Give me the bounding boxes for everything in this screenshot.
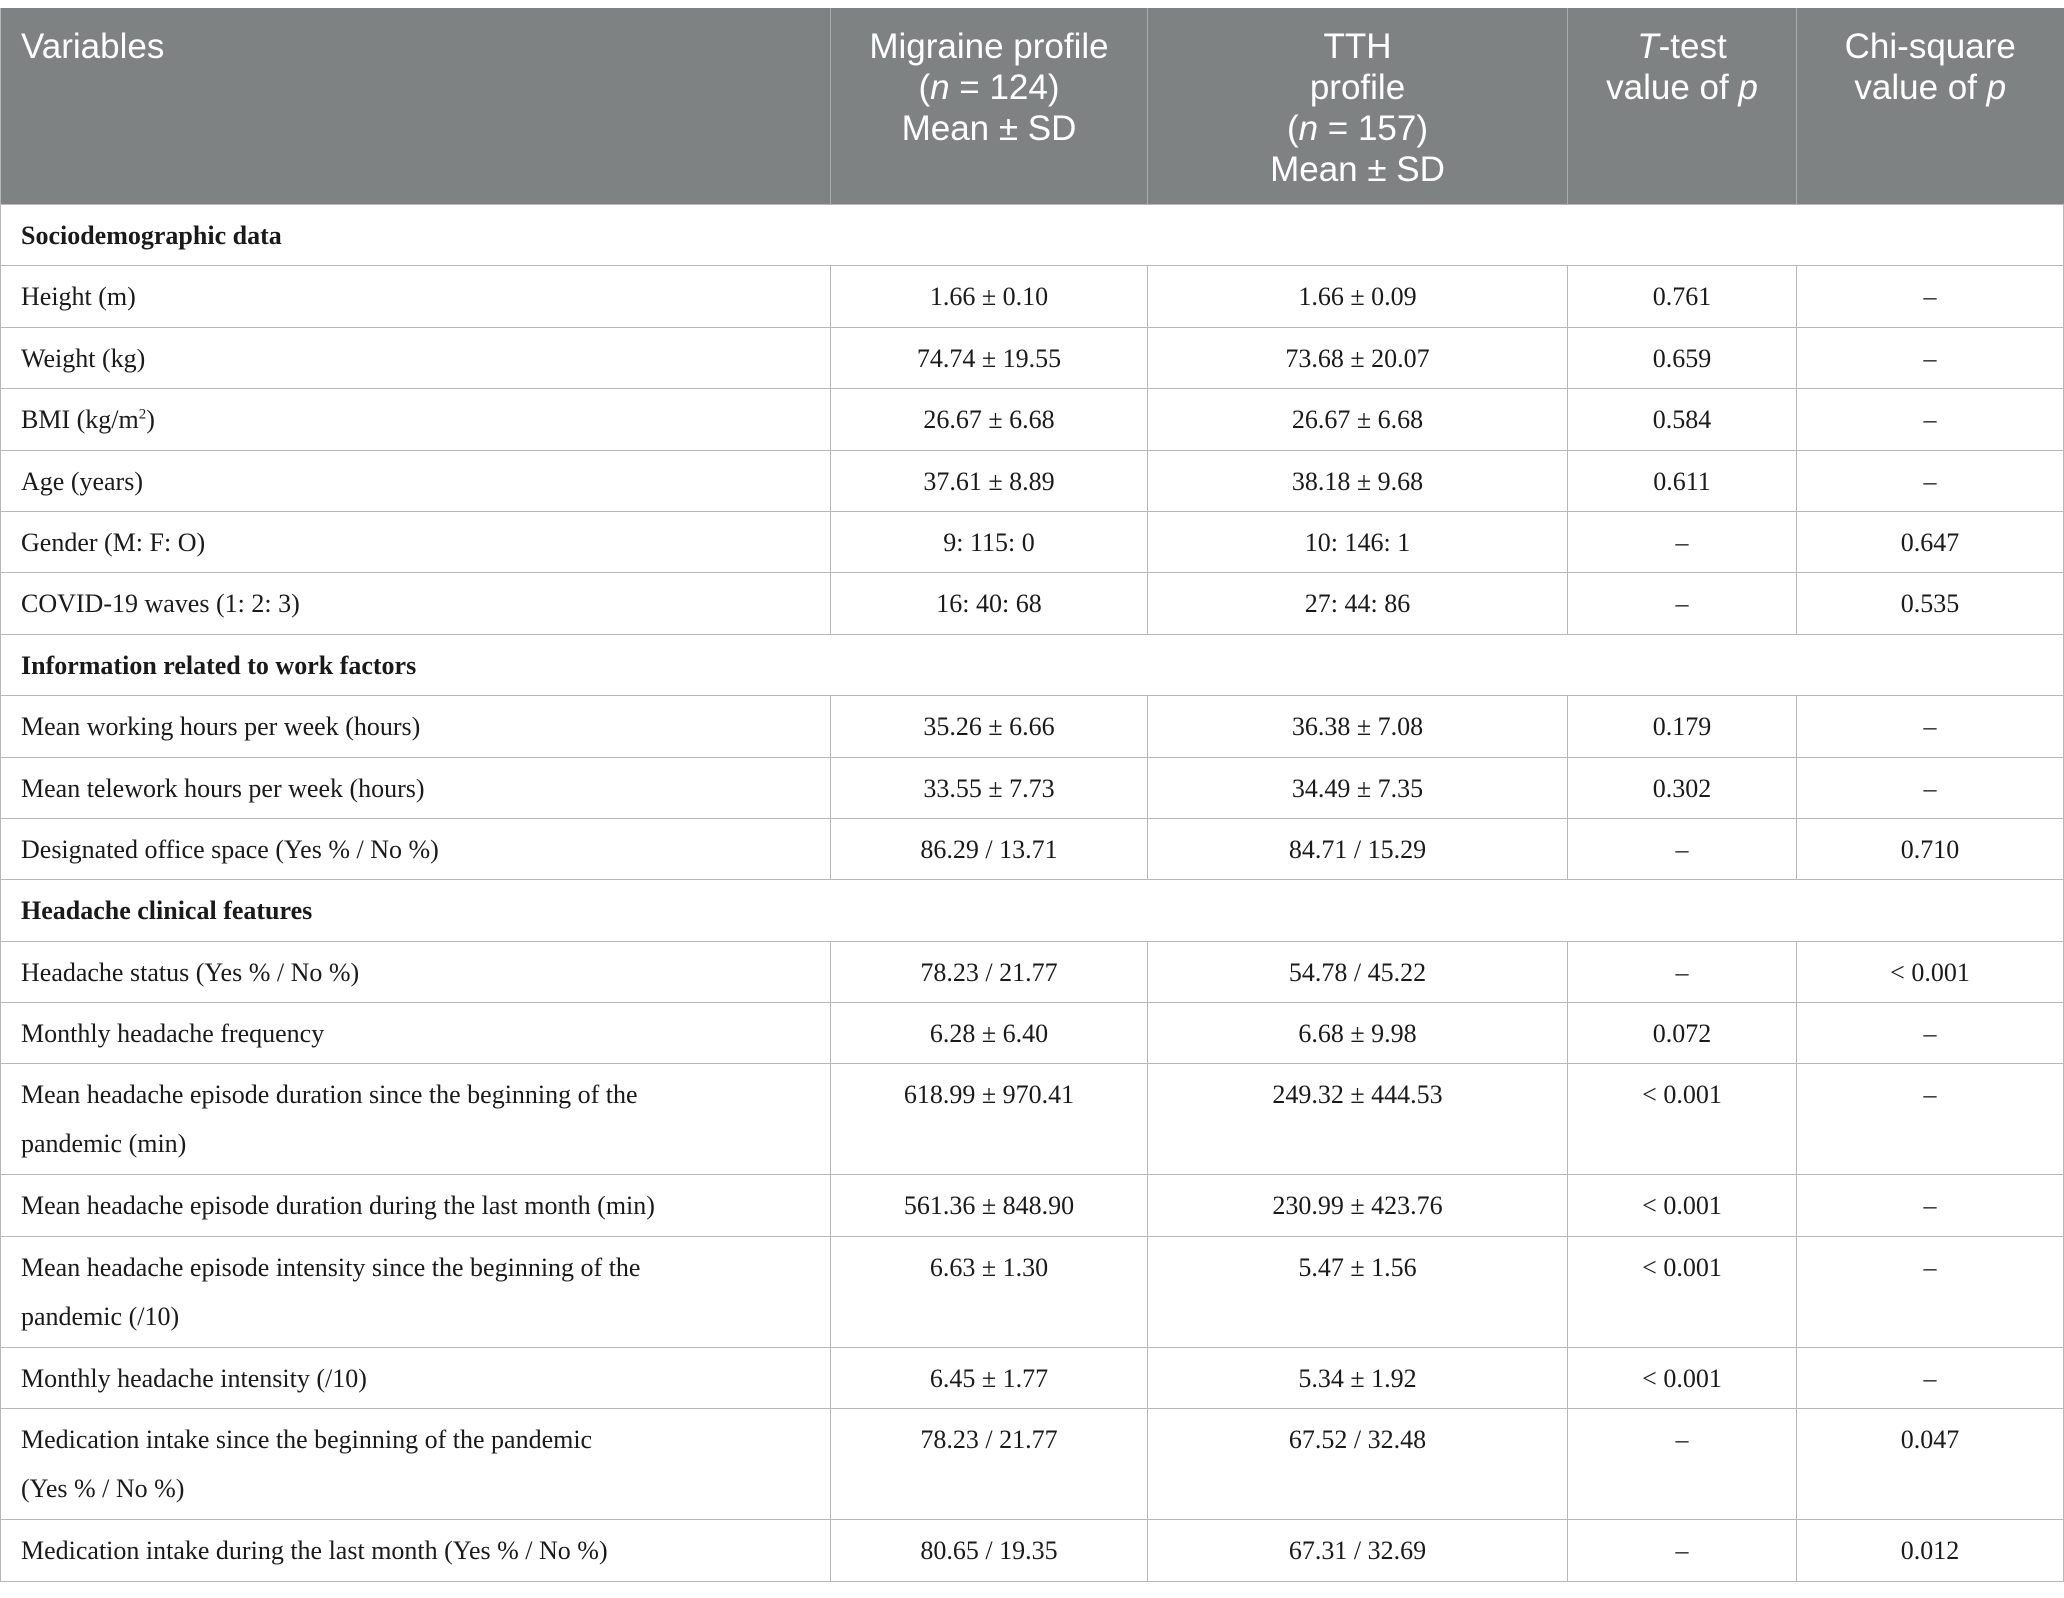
table-row bbox=[1, 389, 2064, 450]
chisq-cell: – bbox=[1797, 1003, 2064, 1064]
chisq-cell: – bbox=[1797, 327, 2064, 388]
variable-cell: Gender (M: F: O) bbox=[1, 511, 831, 572]
ttest-cell: – bbox=[1568, 941, 1797, 1002]
variable-cell: Mean telework hours per week (hours) bbox=[1, 757, 831, 818]
variable-line2: pandemic (min) bbox=[21, 1129, 187, 1159]
n-value: = 157) bbox=[1318, 109, 1429, 148]
variable-text: BMI (kg/m bbox=[21, 405, 139, 435]
chisq-cell: 0.710 bbox=[1797, 818, 2064, 879]
migraine-cell: 6.63 ± 1.30 bbox=[831, 1236, 1148, 1347]
chisq-cell: – bbox=[1797, 389, 2064, 450]
variable-line2: (Yes % / No %) bbox=[21, 1474, 185, 1504]
header-ttest-line2 bbox=[1578, 67, 1786, 108]
migraine-cell: 561.36 ± 848.90 bbox=[831, 1175, 1148, 1236]
tth-cell: 27: 44: 86 bbox=[1148, 573, 1568, 634]
table-row bbox=[1, 1347, 2064, 1408]
header-chisq-line1: Chi-square bbox=[1844, 27, 2016, 66]
ttest-cell: 0.611 bbox=[1568, 450, 1797, 511]
ttest-cell: – bbox=[1568, 818, 1797, 879]
header-ttest bbox=[1568, 8, 1797, 205]
table-row bbox=[1, 450, 2064, 511]
variable-cell: Weight (kg) bbox=[1, 327, 831, 388]
table-row bbox=[1, 266, 2064, 327]
p-symbol: p bbox=[1986, 68, 2007, 107]
migraine-cell: 35.26 ± 6.66 bbox=[831, 696, 1148, 757]
variable-line2: pandemic (/10) bbox=[21, 1301, 180, 1331]
table-wrapper bbox=[0, 8, 2064, 1582]
variable-cell bbox=[1, 389, 831, 450]
ttest-cell: < 0.001 bbox=[1568, 1064, 1797, 1175]
ttest-cell: – bbox=[1568, 1520, 1797, 1581]
header-migraine-n bbox=[841, 67, 1137, 108]
section-row bbox=[1, 205, 2064, 266]
section-row bbox=[1, 880, 2064, 941]
chisq-cell: 0.012 bbox=[1797, 1520, 2064, 1581]
ttest-cell: – bbox=[1568, 573, 1797, 634]
header-row bbox=[1, 8, 2064, 205]
table-row bbox=[1, 696, 2064, 757]
header-chisq bbox=[1797, 8, 2064, 205]
p-symbol: p bbox=[1738, 68, 1758, 107]
chisq-cell: 0.047 bbox=[1797, 1409, 2064, 1520]
table-row bbox=[1, 757, 2064, 818]
migraine-cell: 33.55 ± 7.73 bbox=[831, 757, 1148, 818]
chisq-cell: – bbox=[1797, 450, 2064, 511]
variable-cell: Monthly headache intensity (/10) bbox=[1, 1347, 831, 1408]
ttest-cell: – bbox=[1568, 1409, 1797, 1520]
variable-cell bbox=[1, 1236, 831, 1347]
variable-cell: Monthly headache frequency bbox=[1, 1003, 831, 1064]
table-body bbox=[1, 205, 2064, 1582]
header-ttest-line1 bbox=[1578, 26, 1786, 67]
migraine-cell: 74.74 ± 19.55 bbox=[831, 327, 1148, 388]
n-symbol: n bbox=[1298, 109, 1319, 148]
chisq-cell: – bbox=[1797, 1347, 2064, 1408]
header-tth-n bbox=[1158, 108, 1557, 149]
section-socio: Sociodemographic data bbox=[1, 205, 2064, 266]
ttest-suffix: -test bbox=[1658, 27, 1727, 66]
table-header bbox=[1, 8, 2064, 205]
variable-cell: Height (m) bbox=[1, 266, 831, 327]
chisq-cell: 0.535 bbox=[1797, 573, 2064, 634]
section-work: Information related to work factors bbox=[1, 634, 2064, 695]
chisq-cell: < 0.001 bbox=[1797, 941, 2064, 1002]
n-value: = 124) bbox=[949, 68, 1060, 107]
tth-cell: 34.49 ± 7.35 bbox=[1148, 757, 1568, 818]
tth-cell: 67.52 / 32.48 bbox=[1148, 1409, 1568, 1520]
header-chisq-line2 bbox=[1807, 67, 2054, 108]
migraine-cell: 1.66 ± 0.10 bbox=[831, 266, 1148, 327]
table-row bbox=[1, 573, 2064, 634]
chisq-cell: – bbox=[1797, 757, 2064, 818]
table-row bbox=[1, 1175, 2064, 1236]
migraine-cell: 26.67 ± 6.68 bbox=[831, 389, 1148, 450]
table-row bbox=[1, 1409, 2064, 1520]
tth-cell: 67.31 / 32.69 bbox=[1148, 1520, 1568, 1581]
tth-cell: 38.18 ± 9.68 bbox=[1148, 450, 1568, 511]
value-of-label: value of bbox=[1606, 68, 1739, 107]
ttest-cell: 0.584 bbox=[1568, 389, 1797, 450]
variable-line1: Mean headache episode duration since the beginning of the bbox=[21, 1080, 638, 1110]
tth-cell: 230.99 ± 423.76 bbox=[1148, 1175, 1568, 1236]
variable-cell bbox=[1, 1409, 831, 1520]
migraine-cell: 6.28 ± 6.40 bbox=[831, 1003, 1148, 1064]
tth-cell: 84.71 / 15.29 bbox=[1148, 818, 1568, 879]
variable-cell: Age (years) bbox=[1, 450, 831, 511]
ttest-cell: < 0.001 bbox=[1568, 1175, 1797, 1236]
chisq-cell: – bbox=[1797, 266, 2064, 327]
open-paren: ( bbox=[918, 68, 931, 107]
variable-cell bbox=[1, 1064, 831, 1175]
table-row bbox=[1, 818, 2064, 879]
header-tth bbox=[1148, 8, 1568, 205]
tth-cell: 10: 146: 1 bbox=[1148, 511, 1568, 572]
tth-cell: 54.78 / 45.22 bbox=[1148, 941, 1568, 1002]
tth-cell: 1.66 ± 0.09 bbox=[1148, 266, 1568, 327]
chisq-cell: – bbox=[1797, 1064, 2064, 1175]
tth-cell: 26.67 ± 6.68 bbox=[1148, 389, 1568, 450]
migraine-cell: 37.61 ± 8.89 bbox=[831, 450, 1148, 511]
ttest-cell: 0.302 bbox=[1568, 757, 1797, 818]
ttest-cell: 0.761 bbox=[1568, 266, 1797, 327]
tth-cell: 73.68 ± 20.07 bbox=[1148, 327, 1568, 388]
tth-cell: 5.34 ± 1.92 bbox=[1148, 1347, 1568, 1408]
header-tth-line2: profile bbox=[1309, 68, 1406, 107]
tth-cell: 6.68 ± 9.98 bbox=[1148, 1003, 1568, 1064]
ttest-cell: – bbox=[1568, 511, 1797, 572]
header-tth-line1: TTH bbox=[1323, 27, 1392, 66]
table-row bbox=[1, 1236, 2064, 1347]
ttest-cell: 0.659 bbox=[1568, 327, 1797, 388]
ttest-cell: < 0.001 bbox=[1568, 1347, 1797, 1408]
header-tth-stat: Mean ± SD bbox=[1270, 150, 1445, 189]
chisq-cell: – bbox=[1797, 1175, 2064, 1236]
section-clinical: Headache clinical features bbox=[1, 880, 2064, 941]
variable-line1: Mean headache episode intensity since the beginning of the bbox=[21, 1252, 641, 1282]
table-row bbox=[1, 1064, 2064, 1175]
comparison-table bbox=[0, 8, 2064, 1582]
tth-cell: 249.32 ± 444.53 bbox=[1148, 1064, 1568, 1175]
variable-cell: Headache status (Yes % / No %) bbox=[1, 941, 831, 1002]
ttest-cell: 0.072 bbox=[1568, 1003, 1797, 1064]
migraine-cell: 86.29 / 13.71 bbox=[831, 818, 1148, 879]
tth-cell: 36.38 ± 7.08 bbox=[1148, 696, 1568, 757]
n-symbol: n bbox=[930, 68, 950, 107]
ttest-cell: 0.179 bbox=[1568, 696, 1797, 757]
header-variables: Variables bbox=[1, 8, 831, 205]
migraine-cell: 78.23 / 21.77 bbox=[831, 1409, 1148, 1520]
migraine-cell: 16: 40: 68 bbox=[831, 573, 1148, 634]
table-row bbox=[1, 1520, 2064, 1581]
section-row bbox=[1, 634, 2064, 695]
table-row bbox=[1, 511, 2064, 572]
open-paren: ( bbox=[1286, 109, 1299, 148]
tth-cell: 5.47 ± 1.56 bbox=[1148, 1236, 1568, 1347]
t-symbol: T bbox=[1637, 27, 1659, 66]
header-migraine bbox=[831, 8, 1148, 205]
table-row bbox=[1, 941, 2064, 1002]
migraine-cell: 6.45 ± 1.77 bbox=[831, 1347, 1148, 1408]
header-migraine-stat: Mean ± SD bbox=[901, 109, 1077, 148]
variable-line1: Medication intake since the beginning of the pandemic bbox=[21, 1425, 593, 1455]
chisq-cell: 0.647 bbox=[1797, 511, 2064, 572]
migraine-cell: 618.99 ± 970.41 bbox=[831, 1064, 1148, 1175]
header-migraine-line1: Migraine profile bbox=[869, 27, 1109, 66]
migraine-cell: 9: 115: 0 bbox=[831, 511, 1148, 572]
migraine-cell: 78.23 / 21.77 bbox=[831, 941, 1148, 1002]
chisq-cell: – bbox=[1797, 696, 2064, 757]
migraine-cell: 80.65 / 19.35 bbox=[831, 1520, 1148, 1581]
variable-cell: Mean headache episode duration during the last month (min) bbox=[1, 1175, 831, 1236]
variable-cell: Mean working hours per week (hours) bbox=[1, 696, 831, 757]
variable-end: ) bbox=[146, 405, 155, 435]
chisq-cell: – bbox=[1797, 1236, 2064, 1347]
superscript: 2 bbox=[138, 406, 147, 423]
value-of-label: value of bbox=[1854, 68, 1987, 107]
variable-cell: Designated office space (Yes % / No %) bbox=[1, 818, 831, 879]
ttest-cell: < 0.001 bbox=[1568, 1236, 1797, 1347]
variable-cell: Medication intake during the last month (Yes % / No %) bbox=[1, 1520, 831, 1581]
table-row bbox=[1, 1003, 2064, 1064]
table-row bbox=[1, 327, 2064, 388]
variable-cell: COVID-19 waves (1: 2: 3) bbox=[1, 573, 831, 634]
